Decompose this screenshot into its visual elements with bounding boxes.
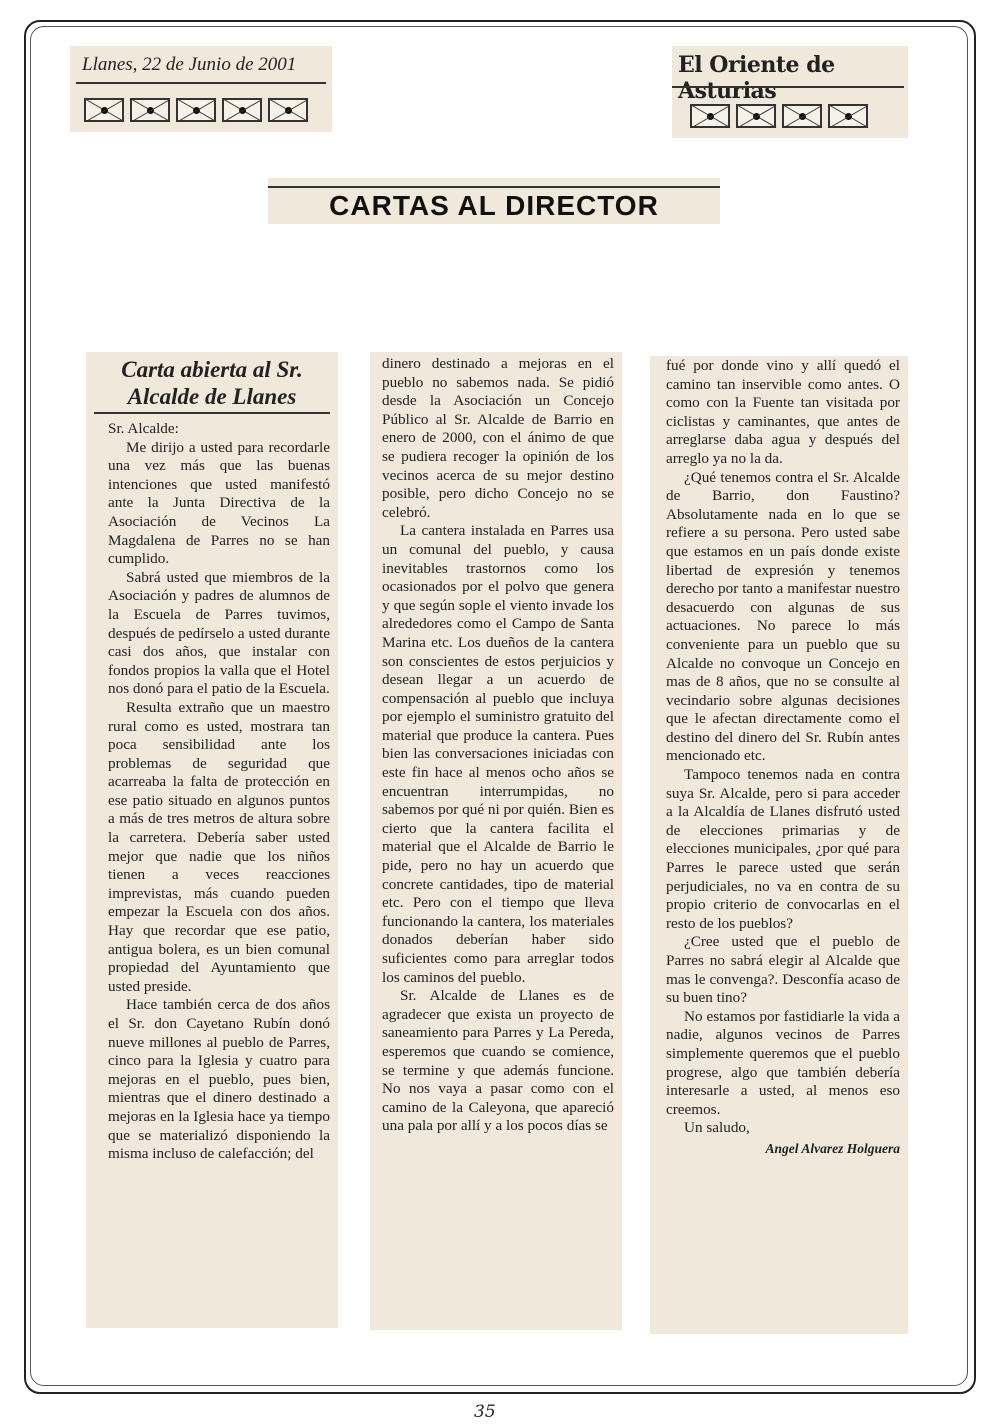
- closing: Un saludo,: [684, 1119, 750, 1137]
- dateline-rule: [76, 82, 326, 84]
- envelope-icon: [782, 104, 822, 128]
- envelope-icon: [690, 104, 730, 128]
- envelope-row-right: [690, 104, 868, 128]
- paragraph: Sr. Alcalde de Llanes es de agradecer que exista un proyecto de saneamiento para Parres y La Pereda, esperemos que cuando se comience, se termine y que además funcione. No nos vaya a pasar como con el camino de la Caleyona, que apareció una pala por allí y a los pocos días se: [382, 987, 614, 1135]
- section-header: [268, 178, 720, 224]
- envelope-icon: [828, 104, 868, 128]
- masthead-clipping: [672, 46, 908, 138]
- article-headline: Carta abierta al Sr. Alcalde de Llanes: [121, 357, 303, 409]
- paragraph: Sabrá usted que miembros de la Asociación y padres de alumnos de la Escuela de Parres tuvimos, después de pedírselo a usted durante casi dos años, que instalar con fondos propios la valla que el Hotel nos donó para el patio de la Escuela.: [108, 568, 330, 698]
- paragraph: dinero destinado a mejoras en el pueblo no sabemos nada. Se pidió desde la Asociación un Concejo Público al Sr. Alcalde de Barrio en enero de 2000, con el ánimo de que se pudiera recoger la opinión de los vecinos acerca de su mejor destino posible, pero dicho Concejo no se celebró.: [382, 355, 614, 521]
- paragraph: Hace también cerca de dos años el Sr. don Cayetano Rubín donó nueve millones al pueblo de Parres, cinco para la Iglesia y cuatro para mejoras en el pueblo, pues bien, mientras que el dinero destinado a mejoras en la Iglesia hace ya tiempo que se materializó disponiendo la misma incluso de calefacción; del: [108, 996, 330, 1163]
- section-title: CARTAS AL DIRECTOR: [329, 190, 659, 221]
- dateline-clipping: [70, 46, 332, 132]
- paragraph: La cantera instalada en Parres usa un comunal del pueblo, y causa inevitables trastornos como los ocasionados por el polvo que genera y que según sople el viento invade los alrededores como el Campo de Santa Marina etc. Los dueños de la cantera son conscientes de estos perjuicios y desean llegar a un acuerdo de compensación al pueblo que incluya por ejemplo el suministro gratuito del material que produce la cantera. Pues bien las conversaciones iniciadas con este fin hace al menos ocho años se encuentran interrumpidas, no sabemos por qué ni por quién. Bien es cierto que la cantera facilita el material que el Alcalde de Barrio le pide, pero no hay un acuerdo que concrete cantidades, tipo de material etc. Pero con el tiempo que lleva funcionando la cantera, los materiales donados deberían haber sido suficientes como para arreglar todos los caminos del pueblo.: [382, 522, 614, 986]
- dateline: Llanes, 22 de Junio de 2001: [82, 54, 297, 75]
- section-rule: [268, 186, 720, 188]
- salutation: Sr. Alcalde:: [108, 420, 179, 437]
- envelope-icon: [130, 98, 170, 122]
- page-number: 35: [474, 1402, 496, 1422]
- paragraph: Me dirijo a usted para recordarle una vez más que las buenas intenciones que usted manifestó ante la Junta Directiva de la Asociación de Vecinos La Magdalena de Parres no se han cumplido.: [108, 438, 330, 568]
- envelope-row-left: [84, 98, 308, 122]
- paragraph: fué por donde vino y allí quedó el camino tan inservible como antes. O como con la Fuente tan visitada por ciclistas y caminantes, que antes de arreglarse daba agua y después del arreglo ya no la da.: [666, 357, 900, 467]
- masthead: El Oriente de Asturias: [678, 52, 835, 104]
- signature: Angel Alvarez Holguera: [765, 1140, 900, 1156]
- headline-rule: [94, 412, 330, 414]
- article-column-2: [370, 352, 622, 1330]
- envelope-icon: [222, 98, 262, 122]
- paragraph: Tampoco tenemos nada en contra suya Sr. Alcalde, pero si para acceder a la Alcaldía de Llanes disfrutó usted de elecciones primarias y de elecciones municipales, ¿por qué para Parres le parece usted que serán perjudiciales, no va en contra de su propio criterio de convocarlas en el resto de los pueblos?: [666, 766, 900, 932]
- article-column-3: [650, 356, 908, 1334]
- article-column-1: [86, 352, 338, 1328]
- envelope-icon: [84, 98, 124, 122]
- masthead-rule: [672, 86, 904, 88]
- paragraph: ¿Qué tenemos contra el Sr. Alcalde de Barrio, don Faustino? Absolutamente nada en lo que se refiere a su persona. Pero usted sabe que estamos en un país donde existe libertad de expresión y tenemos derecho por tanto a manifestar nuestro desacuerdo con algunas de sus actuaciones. No parece lo más conveniente para un pueblo que su Alcalde no convoque un Concejo en mas de 8 años, que no se consulte al vecindario sobre algunas decisiones que le afectan directamente como el destino del dinero del Sr. Rubín antes mencionado etc.: [666, 468, 900, 765]
- envelope-icon: [736, 104, 776, 128]
- paragraph: ¿Cree usted que el pueblo de Parres no sabrá elegir al Alcalde que mas le convenga?. Desconfía acaso de su buen tino?: [666, 933, 900, 1007]
- envelope-icon: [268, 98, 308, 122]
- paragraph: Resulta extraño que un maestro rural como es usted, mostrara tan poca sensibilidad ante los problemas de seguridad que acarreaba la falta de protección en ese patio situado en algunos puntos a más de tres metros de altura sobre la carretera. Debería saber usted mejor que nadie que los niños tienen a veces reacciones imprevistas, más cuando pueden empezar la Escuela con dos años. Hay que recordar que ese patio, antigua bolera, es un bien comunal propiedad del Ayuntamiento que usted preside.: [108, 698, 330, 995]
- envelope-icon: [176, 98, 216, 122]
- paragraph: No estamos por fastidiarle la vida a nadie, algunos vecinos de Parres simplemente queremos que el pueblo progrese, algo que también debería interesarle a usted, al menos eso creemos.: [666, 1007, 900, 1118]
